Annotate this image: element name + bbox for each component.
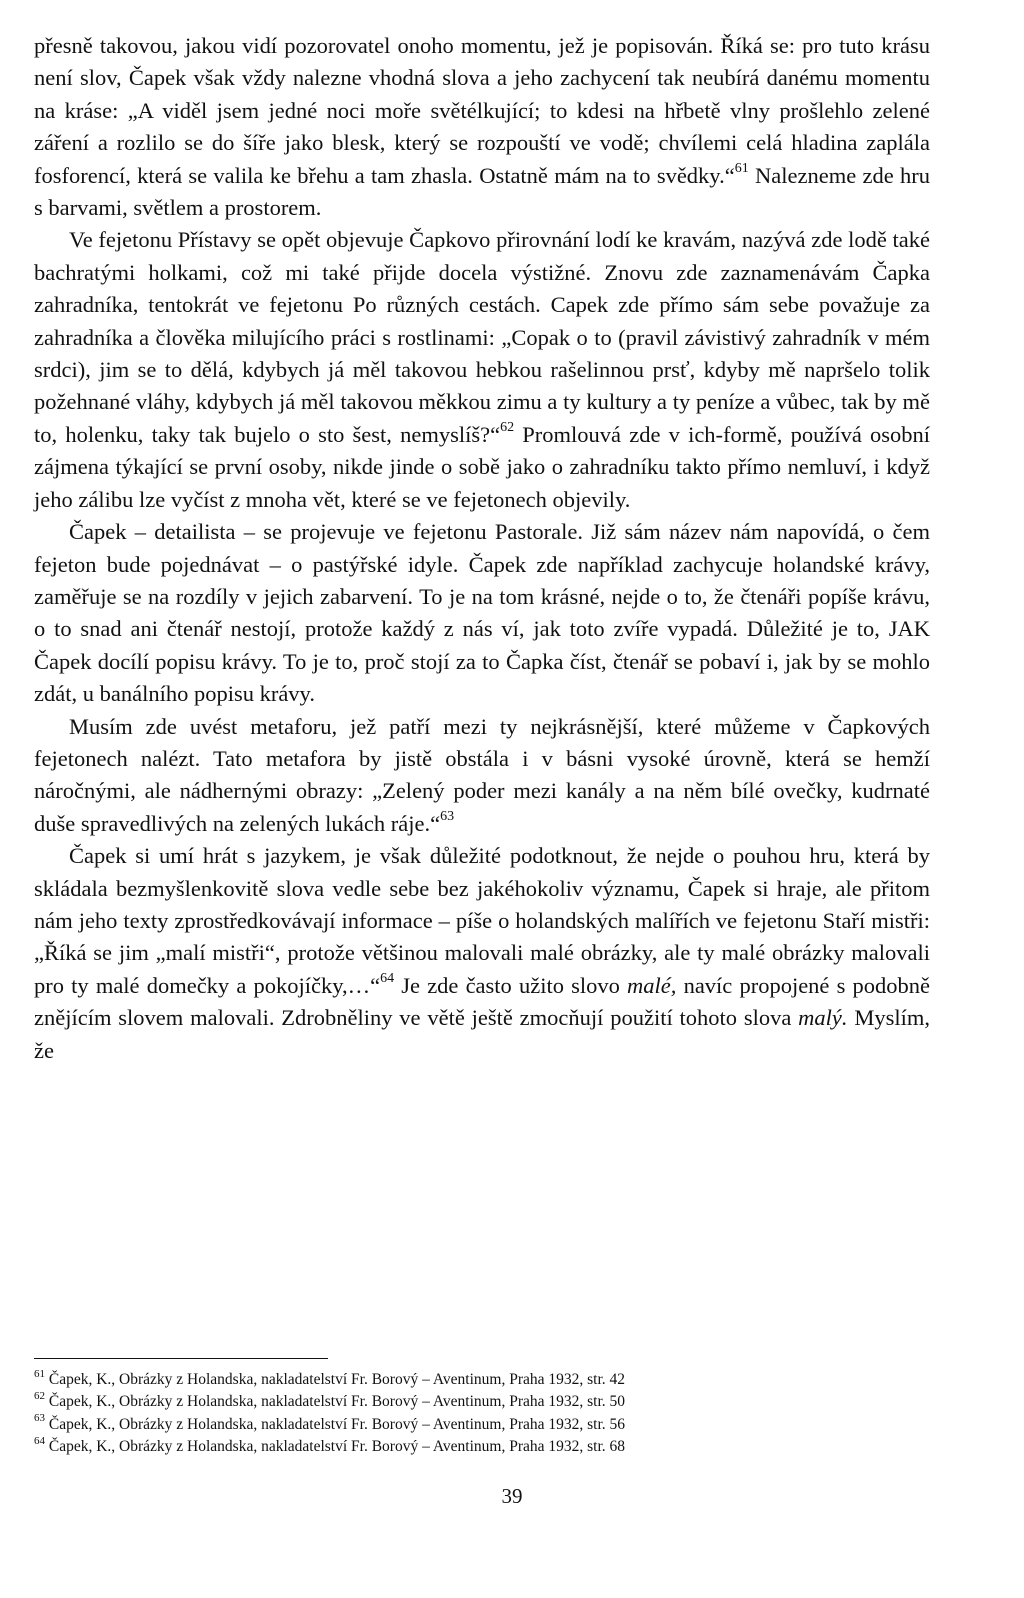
emphasis-male: malé, bbox=[627, 972, 677, 998]
paragraph-5 bbox=[34, 840, 930, 1067]
footnote-ref-63[interactable]: 63 bbox=[440, 809, 455, 825]
footnote-63 bbox=[34, 1414, 930, 1436]
paragraph-2-run-3: Promlouvá zde v ich-formě, používá osobní zájmena týkající se první osoby, nikde jinde o sobě jako o zahradníku takto přímo nemluví, i když jeho zálibu lze vyčíst z mnoha vět, které se ve fejetonech objevily. bbox=[34, 421, 931, 512]
footnote-64 bbox=[34, 1436, 930, 1458]
paragraph-1 bbox=[34, 30, 930, 224]
footnote-61 bbox=[34, 1369, 930, 1391]
emphasis-maly: malý. bbox=[798, 1005, 848, 1031]
paragraph-5-run-3: Je zde často užito slovo bbox=[394, 972, 628, 998]
page-number: 39 bbox=[501, 1484, 523, 1508]
footnote-text: Čapek, K., Obrázky z Holandska, nakladatelství Fr. Borový – Aventinum, Praha 1932, str. 50 bbox=[48, 1393, 626, 1411]
footnote-number: 63 bbox=[34, 1412, 45, 1425]
footnote-text: Čapek, K., Obrázky z Holandska, nakladatelství Fr. Borový – Aventinum, Praha 1932, str. 42 bbox=[48, 1371, 626, 1388]
footnote-number: 64 bbox=[34, 1434, 45, 1447]
footnote-separator bbox=[34, 1358, 328, 1359]
footnotes bbox=[34, 1369, 930, 1458]
paragraph-4 bbox=[34, 711, 930, 841]
paragraph-3-run-1: Čapek – detailista – se projevuje ve fejetonu Pastorale. Již sám název nám napovídá, o čem fejeton bude pojednávat – o pastýřské idyle. Čapek zde například zachycuje holandské krávy, zaměřuje se na rozdíly v jejich zabarvení. To je na tom krásné, nejde o to, že čtenáři popíše krávu, o to snad ani čtenář nestojí, protože každý z nás ví, jak toto zvíře vypadá. Důležité je to, JAK Čapek docílí popisu krávy. To je to, proč stojí za to Čapka číst, čtenář se pobaví i, jak by se mohlo zdát, u banálního popisu krávy. bbox=[34, 519, 930, 707]
body-text bbox=[34, 30, 930, 1067]
paragraph-1-run-3: Nalezneme zde hru s barvami, světlem a prostorem. bbox=[34, 162, 930, 221]
page-body bbox=[34, 30, 930, 1067]
footnote-ref-64[interactable]: 64 bbox=[380, 971, 395, 987]
paragraph-2 bbox=[34, 224, 930, 516]
paragraph-3 bbox=[34, 516, 930, 710]
paragraph-1-run-1: přesně takovou, jakou vidí pozorovatel onoho momentu, jež je popisován. Říká se: pro tuto krásu není slov, Čapek však vždy nalezne vhodná slova a jeho zachycení tak neubírá danému momentu na kráse: „A viděl jsem jedné noci moře světélkující; to kdesi na hřbetě vlny prošlehlo zelené záření a rozlilo se do šíře jako blesk, který se rozpouští ve vodě; chvílemi celá hladina zaplála fosforencí, která se valila ke břehu a tam zhasla. Ostatně mám na to svědky.“ bbox=[34, 33, 930, 188]
paragraph-5-run-1: Čapek si umí hrát s jazykem, je však důležité podotknout, že nejde o pouhou hru, která by skládala bezmyšlenkovitě slova vedle sebe bez jakéhokoliv významu, Čapek si hraje, ale přitom nám jeho texty zprostředkovávají informace – píše o holandských malířích ve fejetonu Staří mistři: „Říká se jim „malí mistři“, protože většinou malovali malé obrázky, ale ty malé obrázky malovali pro ty malé domečky a pokojíčky,…“ bbox=[34, 843, 930, 998]
footnote-number: 61 bbox=[34, 1367, 45, 1380]
footnote-62 bbox=[34, 1391, 930, 1413]
footnote-text: Čapek, K., Obrázky z Holandska, nakladatelství Fr. Borový – Aventinum, Praha 1932, str. 56 bbox=[48, 1415, 626, 1433]
footnote-number: 62 bbox=[34, 1390, 45, 1403]
paragraph-4-run-1: Musím zde uvést metaforu, jež patří mezi ty nejkrásnější, které můžeme v Čapkových fejetonech nalézt. Tato metafora by jistě obstála i v básni vysoké úrovně, která se hemží náročnými, ale nádhernými obrazy: „Zelený poder mezi kanály a na něm bílé ovečky, kudrnaté duše spravedlivých na zelených lukách ráje.“ bbox=[34, 713, 930, 836]
paragraph-2-run-1: Ve fejetonu Přístavy se opět objevuje Čapkovo přirovnání lodí ke kravám, nazývá zde lodě také bachratými holkami, což mi také přijde docela výstižné. Znovu zde zaznamenávám Čapka zahradníka, tentokrát ve fejetonu Po různých cestách. Capek zde přímo sám sebe považuje za zahradníka a člověka milujícího práci s rostlinami: „Copak o to (pravil závistivý zahradník v mém srdci), jim se to dělá, kdybych já měl takovou hebkou rašelinnou prsť, kdyby mě napršelo tolik požehnané vláhy, kdybych já měl takovou měkkou zimu a ty kultury a ty peníze a vůbec, tak by mě to, holenku, taky tak bujelo o sto šest, nemyslíš?“ bbox=[34, 227, 930, 447]
paragraph-5-run-5: navíc propojené s podobně znějícím slovem malovali. Zdrobněliny ve větě ještě zmocňují použití tohoto slova bbox=[34, 972, 930, 1031]
paragraph-5-run-7: Myslím, že bbox=[34, 1005, 930, 1063]
footnote-ref-62[interactable]: 62 bbox=[500, 420, 515, 436]
footnote-text: Čapek, K., Obrázky z Holandska, nakladatelství Fr. Borový – Aventinum, Praha 1932, str. 68 bbox=[48, 1437, 626, 1455]
footnote-ref-61[interactable]: 61 bbox=[734, 161, 749, 177]
